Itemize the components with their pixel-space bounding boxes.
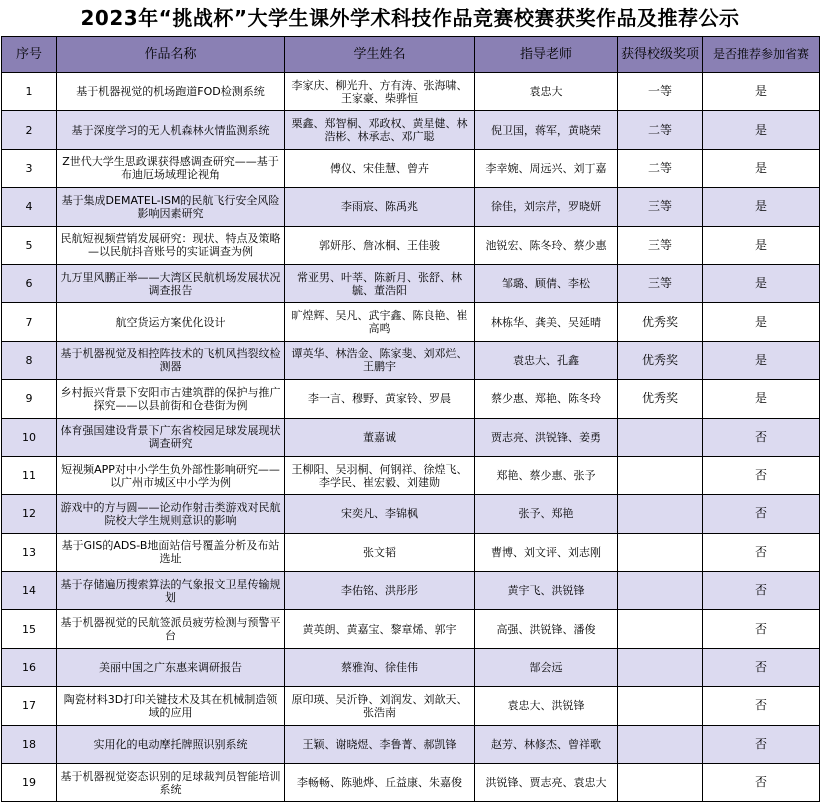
cell-no: 10 [2, 418, 57, 456]
table-row [2, 764, 820, 802]
cell-award [618, 495, 703, 533]
cell-advisors: 高强、洪锐锋、潘俊 [475, 610, 618, 648]
table-row [2, 725, 820, 763]
cell-students: 李雨宸、陈禹兆 [285, 188, 475, 226]
table-header-row [2, 37, 820, 73]
cell-award: 三等 [618, 188, 703, 226]
cell-name: 基于存储遍历搜索算法的气象报文卫星传输规划 [57, 572, 285, 610]
cell-students: 宋奕凡、李锦枫 [285, 495, 475, 533]
cell-no: 3 [2, 149, 57, 187]
cell-no: 4 [2, 188, 57, 226]
cell-name: Z世代大学生思政课获得感调查研究——基于布迪厄场域理论视角 [57, 149, 285, 187]
cell-name: 陶瓷材料3D打印关键技术及其在机械制造领域的应用 [57, 687, 285, 725]
cell-advisors: 袁忠大 [475, 73, 618, 111]
cell-no: 1 [2, 73, 57, 111]
table-row [2, 456, 820, 494]
cell-no: 19 [2, 764, 57, 802]
cell-advisors: 张予、郑艳 [475, 495, 618, 533]
cell-recommend: 是 [703, 149, 820, 187]
cell-no: 15 [2, 610, 57, 648]
cell-award: 二等 [618, 111, 703, 149]
cell-name: 乡村振兴背景下安阳市古建筑群的保护与推广探究——以县前街和仓巷街为例 [57, 380, 285, 418]
header-students: 学生姓名 [285, 37, 475, 73]
cell-award: 优秀奖 [618, 380, 703, 418]
page-title: 2023年“挑战杯”大学生课外学术科技作品竞赛校赛获奖作品及推荐公示 [80, 6, 740, 30]
cell-award [618, 572, 703, 610]
cell-students: 李家庆、柳光升、方有涛、张海啸、王家豪、柴骅恒 [285, 73, 475, 111]
cell-recommend: 是 [703, 188, 820, 226]
cell-students: 常亚男、叶莘、陈新月、张舒、林毓、董浩阳 [285, 264, 475, 302]
cell-award: 二等 [618, 149, 703, 187]
cell-award [618, 418, 703, 456]
table-row [2, 111, 820, 149]
cell-name: 基于机器视觉的民航签派员疲劳检测与预警平台 [57, 610, 285, 648]
cell-recommend: 否 [703, 533, 820, 571]
table-row [2, 495, 820, 533]
cell-recommend: 是 [703, 341, 820, 379]
header-name: 作品名称 [57, 37, 285, 73]
cell-award: 三等 [618, 264, 703, 302]
cell-recommend: 否 [703, 418, 820, 456]
cell-recommend: 否 [703, 764, 820, 802]
cell-name: 基于深度学习的无人机森林火情监测系统 [57, 111, 285, 149]
header-no: 序号 [2, 37, 57, 73]
table-row [2, 226, 820, 264]
cell-advisors: 赵芳、林修杰、曾祥歌 [475, 725, 618, 763]
table-row [2, 303, 820, 341]
cell-award [618, 610, 703, 648]
header-advisors: 指导老师 [475, 37, 618, 73]
table-row [2, 610, 820, 648]
table-row [2, 572, 820, 610]
table-row [2, 188, 820, 226]
cell-no: 8 [2, 341, 57, 379]
cell-name: 九万里风鹏正举——大湾区民航机场发展状况调查报告 [57, 264, 285, 302]
cell-advisors: 洪锐锋、贾志亮、袁忠大 [475, 764, 618, 802]
cell-name: 民航短视频营销发展研究：现状、特点及策略—以民航抖音账号的实证调查为例 [57, 226, 285, 264]
cell-advisors: 郑艳、蔡少惠、张予 [475, 456, 618, 494]
cell-no: 6 [2, 264, 57, 302]
cell-advisors: 黄宇飞、洪锐锋 [475, 572, 618, 610]
cell-award [618, 456, 703, 494]
cell-recommend: 否 [703, 725, 820, 763]
cell-no: 11 [2, 456, 57, 494]
cell-name: 基于GIS的ADS-B地面站信号覆盖分析及布站选址 [57, 533, 285, 571]
cell-students: 张文韬 [285, 533, 475, 571]
cell-recommend: 否 [703, 495, 820, 533]
cell-recommend: 否 [703, 572, 820, 610]
cell-students: 蔡雅洵、徐佳伟 [285, 648, 475, 686]
cell-no: 9 [2, 380, 57, 418]
cell-advisors: 郜会远 [475, 648, 618, 686]
cell-name: 基于机器视觉及相控阵技术的飞机风挡裂纹检测器 [57, 341, 285, 379]
cell-name: 体育强国建设背景下广东省校园足球发展现状调查研究 [57, 418, 285, 456]
table-row [2, 264, 820, 302]
cell-name: 游戏中的方与圆——论动作射击类游戏对民航院校大学生规则意识的影响 [57, 495, 285, 533]
cell-students: 李佑铭、洪彤彤 [285, 572, 475, 610]
cell-award: 优秀奖 [618, 303, 703, 341]
cell-recommend: 否 [703, 648, 820, 686]
cell-advisors: 李幸婉、周远兴、刘丁嘉 [475, 149, 618, 187]
cell-award: 一等 [618, 73, 703, 111]
cell-advisors: 袁忠大、洪锐锋 [475, 687, 618, 725]
cell-recommend: 是 [703, 73, 820, 111]
cell-no: 16 [2, 648, 57, 686]
table-row [2, 418, 820, 456]
cell-name: 美丽中国之广东惠来调研报告 [57, 648, 285, 686]
cell-award [618, 687, 703, 725]
table-row [2, 687, 820, 725]
cell-recommend: 否 [703, 456, 820, 494]
cell-recommend: 是 [703, 303, 820, 341]
header-award: 获得校级奖项 [618, 37, 703, 73]
table-row [2, 73, 820, 111]
cell-no: 12 [2, 495, 57, 533]
cell-students: 傅仪、宋佳慧、曾卉 [285, 149, 475, 187]
cell-advisors: 袁忠大、孔鑫 [475, 341, 618, 379]
cell-name: 基于机器视觉的机场跑道FOD检测系统 [57, 73, 285, 111]
cell-recommend: 否 [703, 687, 820, 725]
table-row [2, 341, 820, 379]
cell-no: 7 [2, 303, 57, 341]
cell-name: 实用化的电动摩托牌照识别系统 [57, 725, 285, 763]
cell-students: 王颖、谢晓煜、李鲁菁、郝凯锋 [285, 725, 475, 763]
cell-advisors: 曹博、刘文评、刘志刚 [475, 533, 618, 571]
cell-no: 17 [2, 687, 57, 725]
cell-recommend: 是 [703, 380, 820, 418]
cell-students: 郭妍彤、詹冰桐、王佳骏 [285, 226, 475, 264]
cell-no: 14 [2, 572, 57, 610]
cell-name: 航空货运方案优化设计 [57, 303, 285, 341]
cell-name: 短视频APP对中小学生负外部性影响研究——以广州市城区中小学为例 [57, 456, 285, 494]
table-row [2, 149, 820, 187]
cell-no: 13 [2, 533, 57, 571]
cell-advisors: 贾志亮、洪锐锋、姜勇 [475, 418, 618, 456]
cell-advisors: 邹璐、顾倩、李松 [475, 264, 618, 302]
cell-recommend: 否 [703, 610, 820, 648]
cell-award [618, 764, 703, 802]
cell-advisors: 徐佳，刘宗芹，罗晓妍 [475, 188, 618, 226]
table-row [2, 380, 820, 418]
awards-table [1, 36, 820, 802]
cell-students: 原印瑛、吴沂铮、刘润发、刘歆天、张浩南 [285, 687, 475, 725]
cell-students: 王柳阳、吴羽桐、何钢祥、徐煌飞、李学民、崔宏毅、刘建勋 [285, 456, 475, 494]
cell-award: 优秀奖 [618, 341, 703, 379]
table-row [2, 533, 820, 571]
cell-no: 18 [2, 725, 57, 763]
cell-students: 黄英朗、黄嘉宝、黎章烯、郭宇 [285, 610, 475, 648]
cell-recommend: 是 [703, 226, 820, 264]
cell-award [618, 725, 703, 763]
cell-award [618, 533, 703, 571]
cell-advisors: 林栋华、龚美、吴延晴 [475, 303, 618, 341]
cell-advisors: 蔡少惠、郑艳、陈冬玲 [475, 380, 618, 418]
cell-recommend: 是 [703, 264, 820, 302]
cell-no: 2 [2, 111, 57, 149]
cell-no: 5 [2, 226, 57, 264]
cell-name: 基于机器视觉姿态识别的足球裁判员智能培训系统 [57, 764, 285, 802]
header-recommend: 是否推荐参加省赛 [703, 37, 820, 73]
cell-students: 栗鑫、郑智桐、邓政权、黄星健、林浩彬、林承志、邓广聪 [285, 111, 475, 149]
table-row [2, 648, 820, 686]
cell-recommend: 是 [703, 111, 820, 149]
cell-name: 基于集成DEMATEL-ISM的民航飞行安全风险影响因素研究 [57, 188, 285, 226]
cell-award: 三等 [618, 226, 703, 264]
cell-students: 李畅畅、陈驰烨、丘益康、朱嘉俊 [285, 764, 475, 802]
cell-advisors: 倪卫国，蒋军，黄晓荣 [475, 111, 618, 149]
cell-advisors: 池锐宏、陈冬玲、蔡少惠 [475, 226, 618, 264]
cell-students: 谭英华、林浩金、陈家斐、刘邓烂、王鹏宇 [285, 341, 475, 379]
cell-students: 李一言、穆野、黄家铃、罗晨 [285, 380, 475, 418]
cell-students: 旷煌辉、吴凡、武宇鑫、陈良艳、崔高鸣 [285, 303, 475, 341]
cell-award [618, 648, 703, 686]
cell-students: 董嘉诚 [285, 418, 475, 456]
